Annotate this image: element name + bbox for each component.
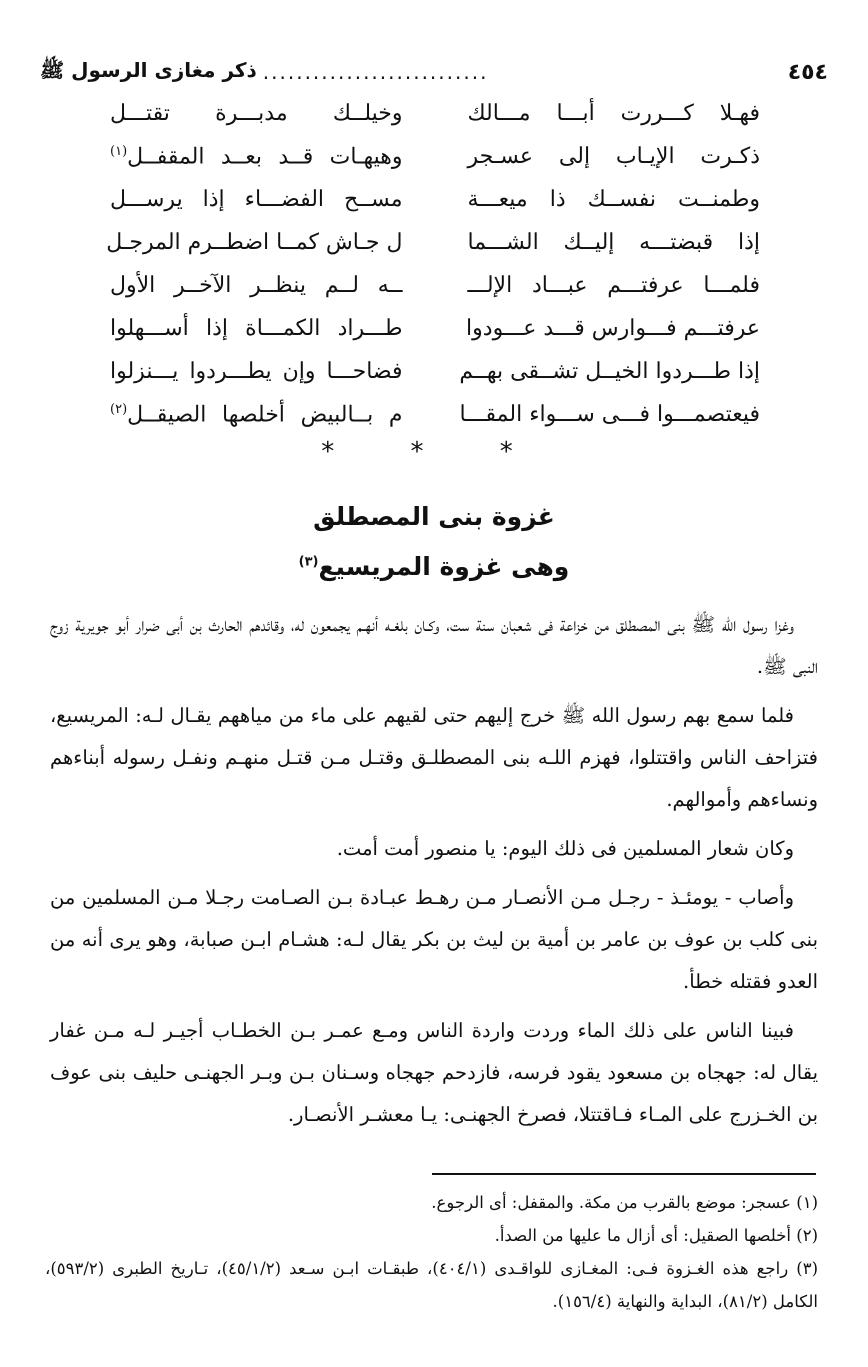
body-text [50, 604, 818, 1143]
footnote: (٣) راجع هذه الغـزوة فـى: المغـازى للواقـدى (٤٠٤/١)، طبقـات ابـن سـعد (٤٥/١/٢)، تـاريخ الطبرى (٥٩٣/٢)، الكامل (٨١/٢)، البداية والنهاية (١٥٦/٤). [45, 1259, 819, 1311]
footnotes [45, 1186, 818, 1318]
verse-second-hemistich: طـــراد الكمـــاة إذا أســـهلوا [110, 316, 403, 341]
section-subtitle [0, 552, 868, 581]
paragraph: فلما سمع بهم رسول الله ﷺ خرج إليهم حتى لقيهم على ماء من مياههم يقـال لـه: المريسيع، فتزاحف الناس واقتتلوا، فهزم اللـه بنى المصطلـق وقتـل مـن قتـل منهـم ونفـل رسوله أبناءهم ونساءهم وأموالهم. [50, 704, 818, 811]
verse-second-hemistich: ــه لــم ينظــر الآخــر الأول [110, 273, 403, 298]
verse-first-hemistich: فيعتصمـــوا فـــى ســـواء المقـــا [459, 402, 760, 427]
footnote-ref-1[interactable]: (١) [110, 143, 128, 159]
verse-first-hemistich: فهـلا كـــررت أبـــا مـــالك [467, 101, 760, 126]
paragraph: وأصاب - يومئـذ - رجـل مـن الأنصـار مـن رهـط عبـادة بـن الصـامت رجـلا مـن المسلمين من بنى كلب بن عوف بن عامر بن أمية بن ليث بن بكر يقال لـه: هشـام ابـن صبابة، وهو يرى أنه من العدو فقتله خطأ. [50, 886, 818, 993]
footnote-ref-3[interactable]: (٣) [298, 554, 319, 570]
verse [106, 221, 760, 264]
footnote: (١) عسجر: موضع بالقرب من مكة. والمقفل: أى الرجوع. [431, 1193, 818, 1212]
poem [106, 92, 760, 436]
page-header [40, 55, 828, 89]
verse [110, 307, 760, 350]
page-number: ٤٥٤ [787, 59, 828, 85]
verse-first-hemistich: إذا قبضتـــه إليــك الشـــما [467, 230, 760, 255]
verse-first-hemistich: إذا طـــردوا الخيــل تشــقى بهــم [459, 359, 760, 384]
footnote: (٢) أخلصها الصقيل: أى أزال ما عليها من الصدأ. [494, 1226, 818, 1245]
running-header [40, 58, 488, 87]
verse-first-hemistich: فلمـــا عرفتـــم عبـــاد الإلـــ [467, 273, 760, 298]
hemistich-text: وهيهـات قــد بعــد المقفــل [127, 144, 403, 170]
verse-second-hemistich: وخيلــك مدبـــرة تقتـــل [110, 101, 403, 126]
section-title: غزوة بنى المصطلق [313, 502, 555, 531]
verse [110, 135, 760, 178]
paragraph: وكان شعار المسلمين فى ذلك اليوم: يا منصور أمت أمت. [336, 837, 794, 860]
verse-first-hemistich: وطمنــت نفســك ذا ميعـــة [467, 187, 760, 212]
footnote-ref-2[interactable]: (٢) [110, 401, 128, 417]
hemistich-text: م بــالبيض أخلصها الصيقــل [127, 402, 403, 428]
verse-second-hemistich [110, 144, 403, 169]
verse [110, 264, 760, 307]
section-separator: * * * [321, 437, 547, 467]
verse-first-hemistich: عرفتـــم فـــوارس قـــد عـــودوا [466, 316, 760, 341]
paragraph: وغزا رسول الله ﷺ بنى المصطلق من خزاعة فى شعبان سنة ست، وكـان بلغـه أنهـم يجمعون له، وقائدهم الحارث بن أبى ضرار أبو جويرية زوج النبى ﷺ. [50, 613, 818, 678]
verse-second-hemistich: ل جـاش كمــا اضطــرم المرجـل [106, 230, 403, 255]
footnote-divider [432, 1173, 816, 1175]
verse-second-hemistich [110, 402, 403, 427]
verse [110, 350, 760, 393]
subtitle-text: وهى غزوة المريسيع [318, 552, 570, 581]
verse-second-hemistich: فضاحـــا وإن يطـــردوا يـــنزلوا [110, 359, 403, 384]
verse [110, 92, 760, 135]
verse [110, 393, 760, 436]
verse-first-hemistich: ذكـرت الإيـاب إلى عسـجر [467, 144, 760, 169]
verse-second-hemistich: مســح الفضـــاء إذا يرســـل [110, 187, 403, 212]
running-title: ذكر مغازى الرسول ﷺ [40, 57, 257, 82]
leader-dots: ........................... [262, 60, 489, 84]
paragraph: فبينا الناس على ذلك الماء وردت واردة الناس ومـع عمـر بـن الخطـاب أجيـر لـه مـن غفار يقال له: جهجاه بن مسعود يقود فرسه، فازدحم جهجاه وسـنان بـن وبـر الجهنـى حليف بنى عوف بن الخـزرج على المـاء فـاقتتلا، فصرخ الجهنـى: يـا معشـر الأنصـار. [50, 1019, 818, 1126]
verse [110, 178, 760, 221]
